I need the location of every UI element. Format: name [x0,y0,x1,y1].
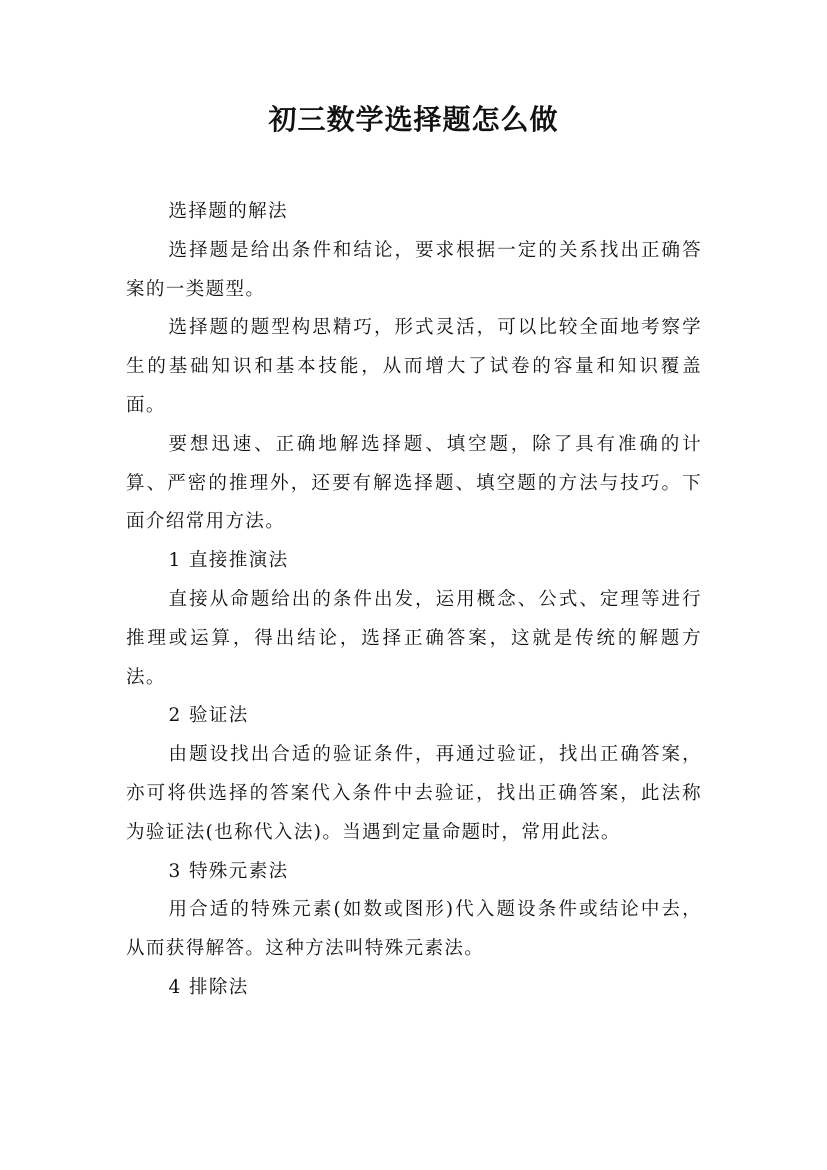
document-title: 初三数学选择题怎么做 [268,103,559,136]
document-body [126,193,702,1008]
method-heading-elimination: 4 排除法 [168,976,249,998]
method-heading-verification: 2 验证法 [168,705,249,727]
paragraph-intro-methods: 要想迅速、正确地解选择题、填空题，除了具有准确的计算、严密的推理外，还要有解选择题、填空题的方法与技巧。下面介绍常用方法。 [126,433,702,533]
paragraph-direct-deduction: 直接从命题给出的条件出发，运用概念、公式、定理等进行推理或运算，得出结论，选择正确答案，这就是传统的解题方法。 [126,588,702,688]
section-heading-methods: 选择题的解法 [168,201,288,222]
method-heading-direct-deduction: 1 直接推演法 [168,550,289,572]
paragraph-verification: 由题设找出合适的验证条件，再通过验证，找出正确答案，亦可将供选择的答案代入条件中去验证，找出正确答案，此法称为验证法(也称代入法)。当遇到定量命题时，常用此法。 [126,744,702,843]
paragraph-special-elements: 用合适的特殊元素(如数或图形)代入题设条件或结论中去，从而获得解答。这种方法叫特殊元素法。 [126,899,702,960]
paragraph-features: 选择题的题型构思精巧，形式灵活，可以比较全面地考察学生的基础知识和基本技能，从而增大了试卷的容量和知识覆盖面。 [126,317,702,416]
paragraph-definition: 选择题是给出条件和结论，要求根据一定的关系找出正确答案的一类题型。 [126,239,702,300]
method-heading-special-elements: 3 特殊元素法 [168,860,289,882]
